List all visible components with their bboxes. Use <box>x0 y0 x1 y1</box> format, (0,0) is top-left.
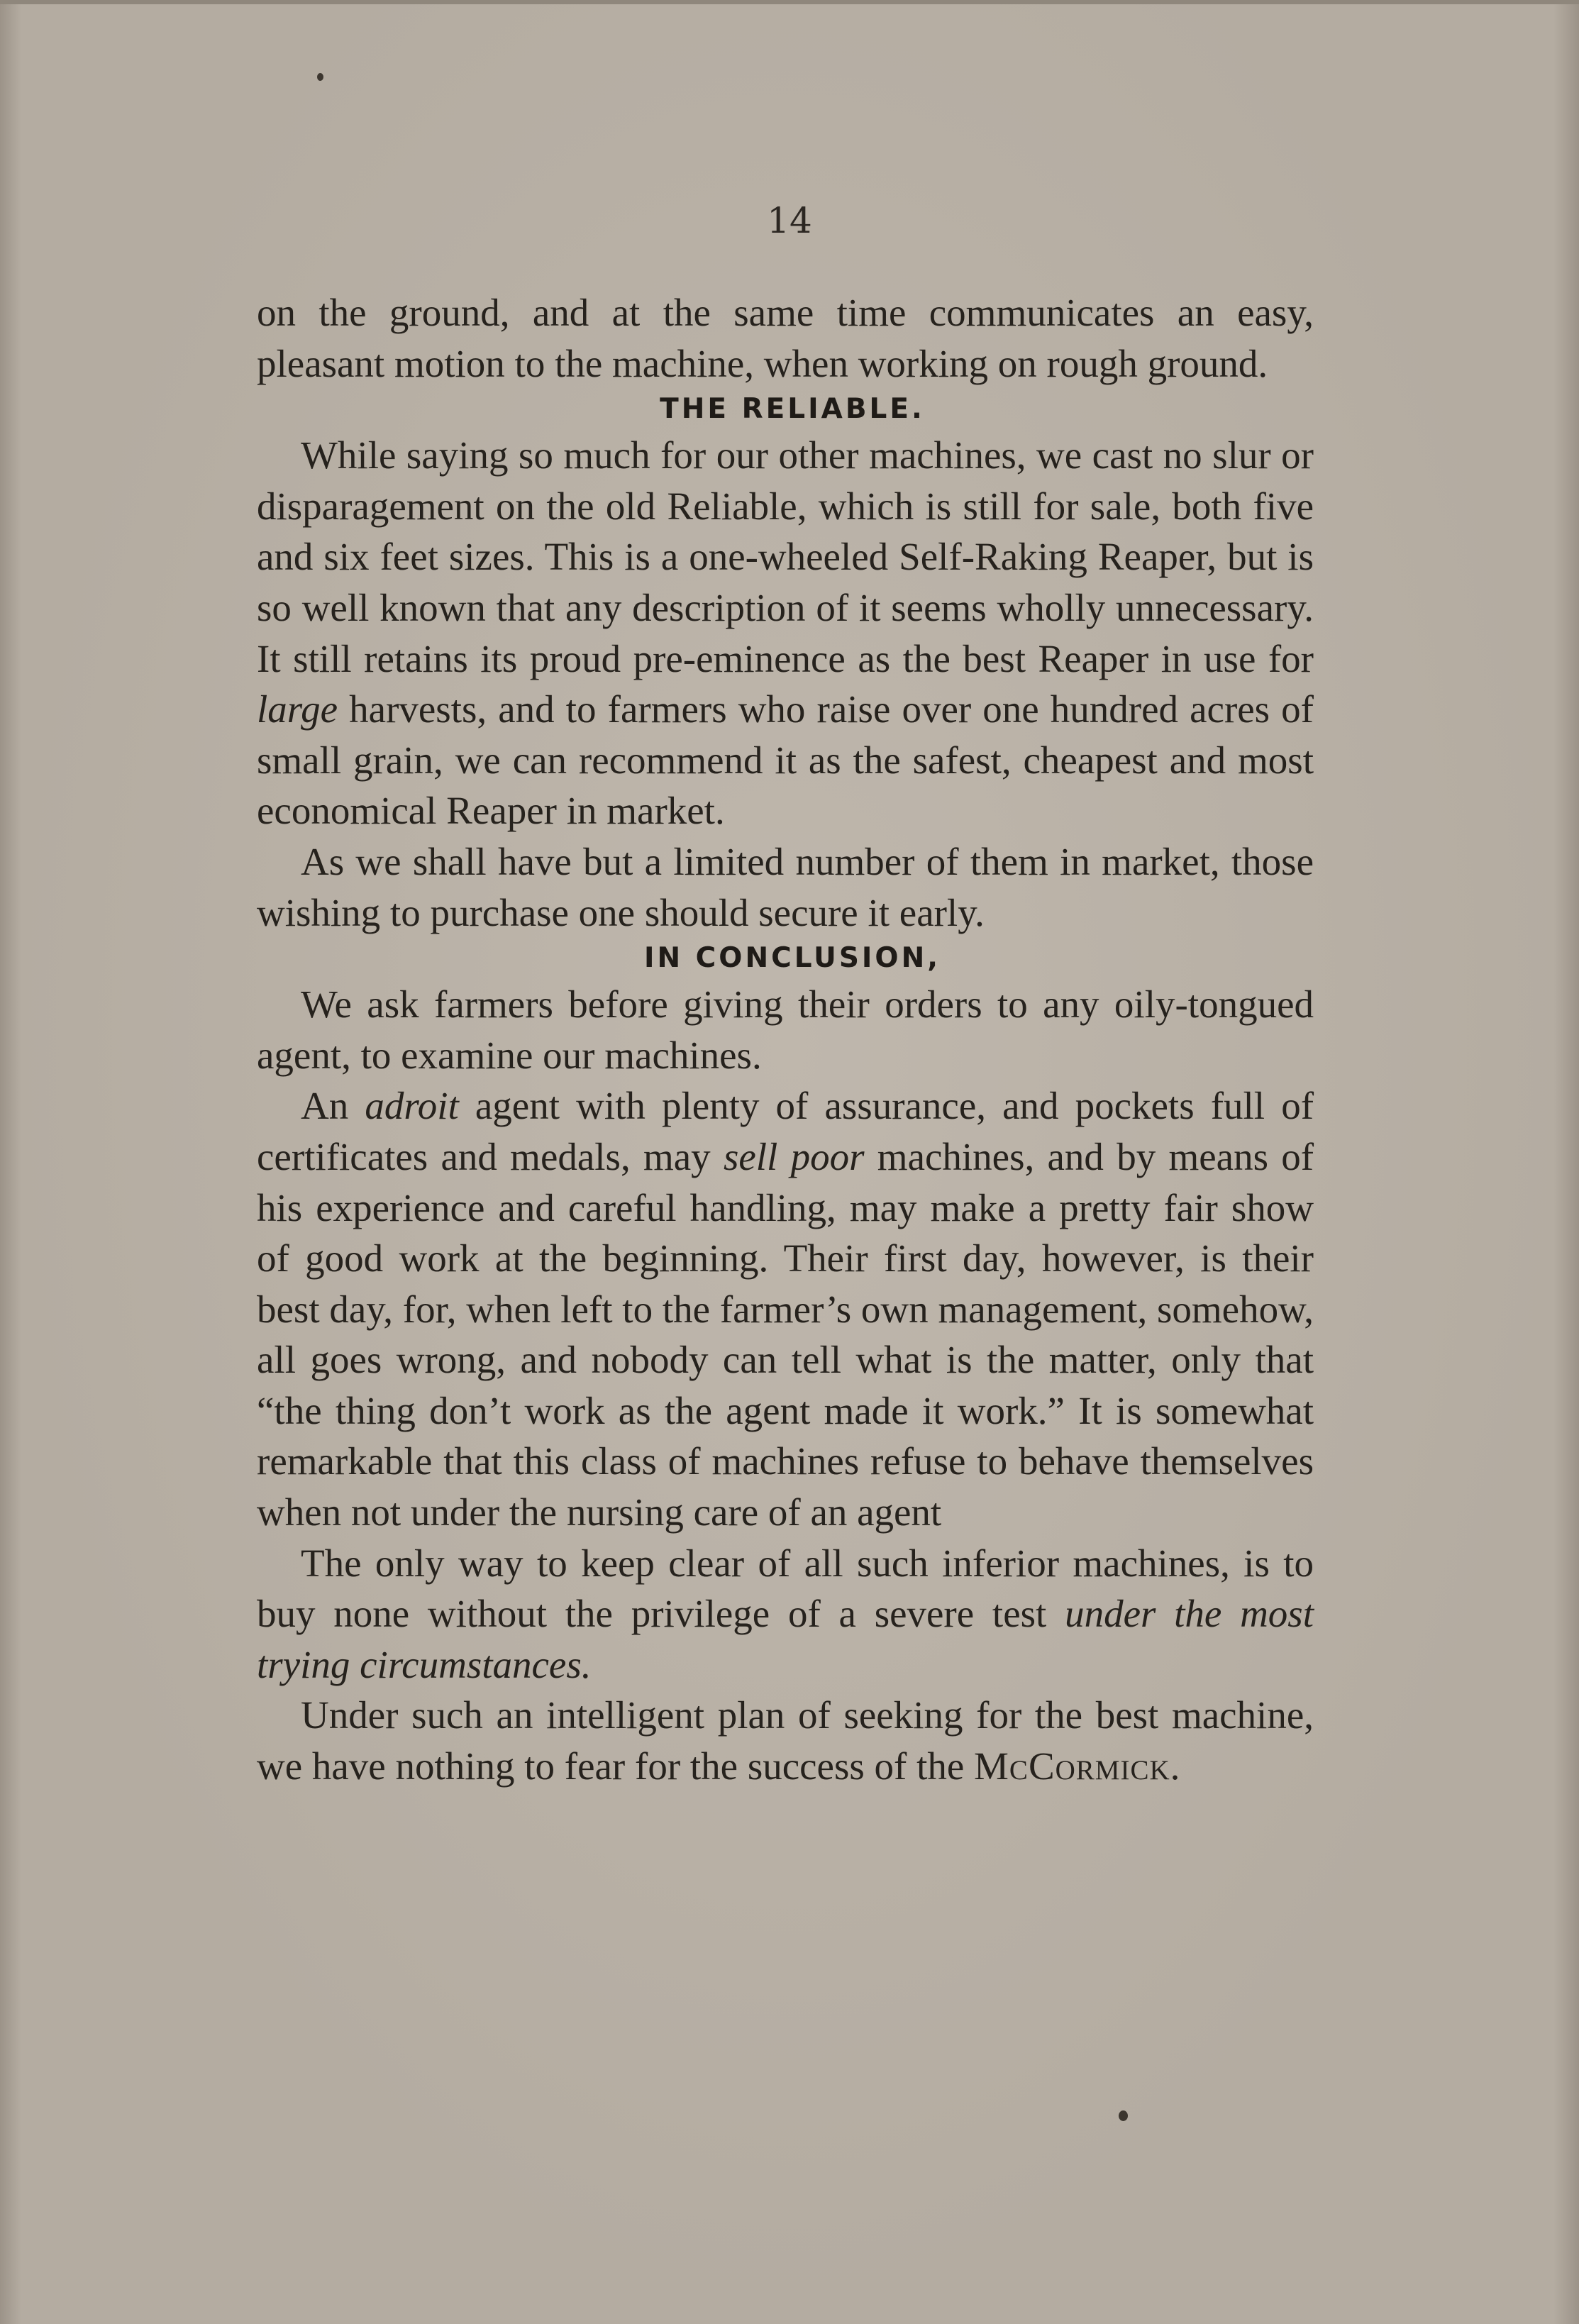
reliable-paragraph-1: While saying so much for our other machines, we cast no slur or disparagement on the old Reliable, which is still for sale, both five and six feet sizes. This is a one-wheeled Self-Raking Reaper, but is so well known that any description of it seems wholly unnecessary. It still retains its proud pre-eminence as the best Reaper in use for large harvests, and to farmers who raise over one hundred acres of small grain, we can recommend it as the safest, cheapest and most economical Reaper in market. <box>257 433 1314 833</box>
page-number: 14 <box>767 200 812 241</box>
page-top-edge <box>0 0 1579 4</box>
body-text <box>257 287 1314 1792</box>
ink-speck <box>1119 2110 1128 2121</box>
ink-speck <box>317 73 323 81</box>
conclusion-paragraph-1: We ask farmers before giving their orders to any oily-tongued agent, to examine our machines. <box>257 983 1314 1077</box>
brand-name: McCormick. <box>974 1744 1181 1788</box>
conclusion-paragraph-2: An adroit agent with plenty of assurance, and pockets full of certificates and medals, may sell poor machines, and by means of his experience and careful handling, may make a pretty fair show of good work at the beginning. Their first day, however, is their best day, for, when left to the farmer’s own management, somehow, all goes wrong, and nobody can tell what is the matter, only that “the thing don’t work as the agent made it work.” It is somewhat remarkable that this class of machines refuse to behave themselves when not under the nursing care of an agent <box>257 1084 1314 1534</box>
continuation-paragraph: on the ground, and at the same time communicates an easy, pleasant motion to the machine, when working on rough ground. <box>257 291 1314 385</box>
heading-the-reliable: THE RELIABLE. <box>660 393 925 426</box>
heading-in-conclusion: IN CONCLUSION, <box>643 942 941 975</box>
conclusion-paragraph-4: Under such an intelligent plan of seeking for the best machine, we have nothing to fear for the success of the McCormick. <box>257 1693 1314 1788</box>
conclusion-paragraph-3: The only way to keep clear of all such inferior machines, is to buy none without the privilege of a severe test under the most trying circumstances. <box>257 1541 1314 1686</box>
reliable-paragraph-2: As we shall have but a limited number of them in market, those wishing to purchase one should secure it early. <box>257 839 1314 934</box>
